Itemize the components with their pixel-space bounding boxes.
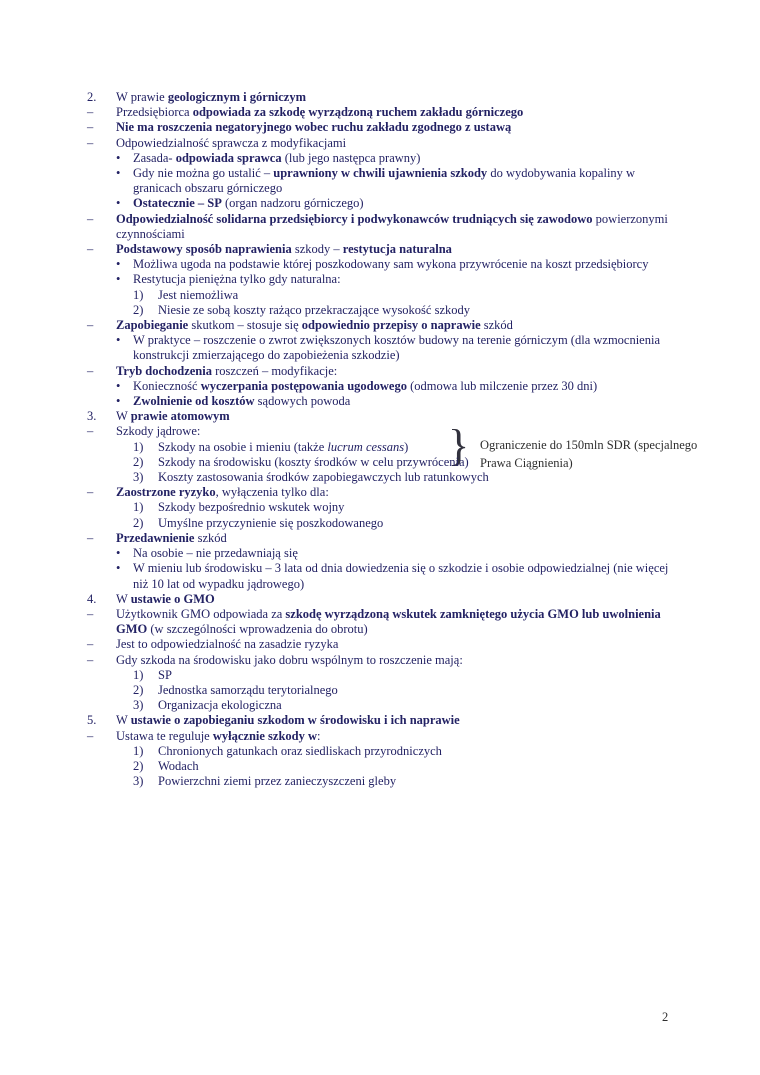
list-item [0,713,684,728]
text-segment: Umyślne przyczynienie się poszkodowanego [158,515,384,530]
text-segment: SP [158,667,172,682]
list-item [0,394,684,409]
text-segment: szkody – [291,242,343,257]
text-segment: odpowiada sprawca [175,150,282,165]
text-segment: W [116,409,131,424]
list-marker: • [116,561,121,576]
text-segment: wyłącznie szkody w [212,728,318,743]
page-number: 2 [662,1010,669,1024]
text-segment: wyczerpania postępowania ugodowego [200,378,407,393]
text-segment: Ustawa te reguluje [116,728,213,743]
list-marker: 2) [133,515,144,530]
text-segment: ustawie o zapobieganiu szkodom w środowisku i ich naprawie [130,713,460,728]
list-item [0,409,684,424]
list-marker: – [87,135,94,150]
text-segment: Szkody na środowisku (koszty środków w celu przywrócenia) [158,454,469,469]
text-segment: Przedsiębiorca [116,105,193,120]
text-segment: Podstawowy sposób naprawienia [116,242,292,257]
text-segment: Na osobie – nie przedawniają się [133,546,298,561]
text-segment: Odpowiedzialność solidarna przedsiębiorcy i podwykonawców trudniących się zawodowo [116,211,593,226]
text-segment: Jednostka samorządu terytorialnego [158,682,338,697]
list-item [0,546,684,561]
text-segment: Jest to odpowiedzialność na zasadzie ryzyka [116,637,339,652]
list-item [0,774,684,789]
text-segment: Tryb dochodzenia [116,363,212,378]
list-marker: 3. [87,409,97,424]
list-marker: – [87,120,94,135]
text-segment: W mieniu lub środowisku – 3 lata od dnia dowiedzenia się o szkodzie i osobie odpowiedzialnej (nie więcej niż 10 lat od wypadku jądrowego) [133,561,669,591]
list-item [0,485,684,500]
text-segment: Wodach [158,758,199,773]
list-item [0,288,684,303]
list-item [0,166,684,196]
text-segment: (w szczególności wprowadzenia do obrotu) [147,622,368,637]
text-segment: Jest niemożliwa [158,287,239,302]
list-marker: – [87,606,94,621]
text-segment: restytucja naturalna [342,242,452,257]
list-marker: 1) [133,287,144,302]
text-segment: Zwolnienie od kosztów [133,394,255,409]
text-segment: Powierzchni ziemi przez zanieczyszczeni gleby [158,774,397,789]
list-marker: • [116,272,121,287]
list-marker: 1) [133,500,144,515]
annotation-text: Ograniczenie do 150mln SDR (specjalnego Prawa Ciągnienia) [480,437,698,470]
text-segment: W prawie [116,90,168,104]
list-marker: 2) [133,454,144,469]
text-segment: , wyłączenia tylko dla: [215,485,329,500]
list-item [0,607,684,637]
list-item [0,364,684,379]
list-item [0,637,684,652]
list-item [0,455,684,470]
list-item [0,136,684,151]
list-item [0,105,684,120]
list-marker: • [116,394,121,409]
list-marker: 3) [133,774,144,789]
list-marker: 2) [133,758,144,773]
list-marker: 2) [133,682,144,697]
text-segment: Możliwa ugoda na podstawie której poszkodowany sam wykona przywrócenie na koszt przedsiębiorcy [133,257,649,272]
list-marker: – [87,728,94,743]
list-item [0,500,684,515]
text-segment: Szkody jądrowe: [116,424,201,439]
list-marker: 3) [133,698,144,713]
text-segment: Odpowiedzialność sprawcza z modyfikacjami [116,135,347,150]
text-segment: Szkody bezpośrednio wskutek wojny [158,500,345,515]
list-marker: – [87,318,94,333]
list-item [0,120,684,135]
list-item [0,242,684,257]
text-segment: odpowiada za szkodę wyrządzoną ruchem zakładu górniczego [192,105,524,120]
list-marker: • [116,166,121,181]
text-segment: powierzonymi czynnościami [116,211,668,241]
list-marker: – [87,424,94,439]
list-item [0,592,684,607]
list-item [0,272,684,287]
right-brace-glyph: } [448,420,470,470]
text-segment: uprawniony w chwili ujawnienia szkody [273,166,488,181]
list-marker: 1) [133,743,144,758]
text-segment: skutkom – stosuje się [188,318,302,333]
list-marker: – [87,211,94,226]
list-item [0,561,684,591]
list-marker: 4. [87,591,97,606]
text-segment: Chronionych gatunkach oraz siedliskach przyrodniczych [158,743,442,758]
list-marker: – [87,242,94,257]
list-marker: • [116,196,121,211]
text-segment: W [116,591,131,606]
text-segment: : [317,728,321,743]
text-segment: lucrum cessans [327,439,405,454]
list-marker: – [87,652,94,667]
text-segment: (lub jego następca prawny) [281,150,421,165]
list-marker: • [116,257,121,272]
list-item [0,683,684,698]
list-marker: • [116,150,121,165]
text-segment: W praktyce – roszczenie o zwrot zwiększonych kosztów budowy na terenie górniczym (dla wzmocnienia konstrukcji zmierzającego do zapobieżenia szkodzie) [133,333,661,363]
text-segment: (organ nadzoru górniczego) [221,196,364,211]
list-item [0,318,684,333]
text-segment: Koszty zastosowania środków zapobiegawczych lub ratunkowych [158,470,489,485]
list-marker: – [87,105,94,120]
text-segment: prawie atomowym [130,409,230,424]
text-segment: do wydobywania kopaliny w granicach obszaru górniczego [133,166,636,196]
text-segment: Zapobieganie [116,318,189,333]
list-marker: 2. [87,90,97,104]
list-item [0,653,684,668]
list-marker: 3) [133,470,144,485]
text-segment: Użytkownik GMO odpowiada za [116,606,286,621]
list-marker: – [87,637,94,652]
list-item [0,759,684,774]
text-segment: sądowych powoda [254,394,351,409]
list-marker: 5. [87,713,97,728]
list-item [0,333,684,363]
text-segment: szkodę wyrządzoną wskutek zamkniętego użycia GMO lub uwolnienia GMO [116,606,661,637]
list-item [0,668,684,683]
text-segment: Nie ma roszczenia negatoryjnego wobec ruchu zakładu zgodnego z ustawą [116,120,512,135]
list-item [0,196,684,211]
text-segment: Zasada- [133,150,176,165]
text-segment: odpowiednio przepisy o naprawie [301,318,481,333]
list-item [0,303,684,318]
text-segment: (odmowa lub milczenie przez 30 dni) [406,378,598,393]
list-item [0,257,684,272]
document-content [0,90,698,789]
text-segment: Restytucja pieniężna tylko gdy naturalna: [133,272,341,287]
list-item [0,470,684,485]
list-marker: 1) [133,439,144,454]
list-item [0,379,684,394]
text-segment: Niesie ze sobą koszty rażąco przekraczające wysokość szkody [158,302,471,317]
list-marker: 2) [133,302,144,317]
text-segment: roszczeń – modyfikacje: [211,363,338,378]
text-segment: Organizacja ekologiczna [158,698,282,713]
list-item [0,516,684,531]
text-segment: szkód [480,318,513,333]
list-marker: – [87,530,94,545]
list-item [0,212,684,242]
text-segment: Ostatecznie – SP [133,196,222,211]
list-marker: – [87,363,94,378]
list-item [0,729,684,744]
list-marker: • [116,378,121,393]
list-item [0,531,684,546]
text-segment: Konieczność [133,378,201,393]
text-segment: Szkody na osobie i mieniu (także [158,439,328,454]
text-segment: szkód [194,530,227,545]
list-marker: • [116,546,121,561]
text-segment: geologicznym i górniczym [167,90,307,104]
list-item [0,744,684,759]
list-marker: – [87,485,94,500]
list-item [0,151,684,166]
text-segment: ) [404,439,409,454]
text-segment: Gdy nie można go ustalić – [133,166,274,181]
text-segment: Przedawnienie [116,530,195,545]
list-item [0,698,684,713]
list-marker: 1) [133,667,144,682]
text-segment: ustawie o GMO [130,591,215,606]
text-segment: Zaostrzone ryzyko [116,485,216,500]
list-marker: • [116,333,121,348]
text-segment: W [116,713,131,728]
text-segment: Gdy szkoda na środowisku jako dobru wspólnym to roszczenie mają: [116,652,463,667]
list-item [0,90,684,105]
